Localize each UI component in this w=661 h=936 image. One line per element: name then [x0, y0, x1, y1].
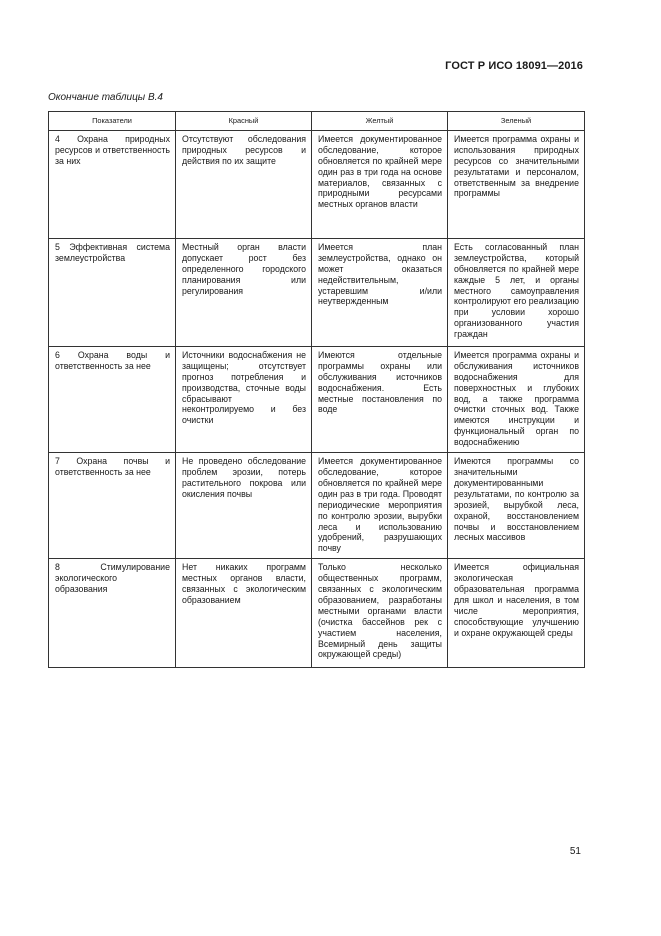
table-header-row — [49, 112, 585, 131]
table-row — [49, 559, 585, 668]
green-cell: Имеется официальная экологическая образовательная программа для школ и населения, в том числе мероприятия, способствующие улучшению и охране окружающей среды — [448, 559, 585, 668]
red-cell: Нет никаких программ местных органов власти, связанных с экологическим образованием — [176, 559, 312, 668]
yellow-cell: Имеется документированное обследование, которое обновляется по крайней мере один раз в три года на основе материалов, связанных с природными ресурсами местных органов власти — [312, 130, 448, 238]
document-header: ГОСТ Р ИСО 18091—2016 — [445, 60, 583, 72]
indicator-cell: 4 Охрана природных ресурсов и ответственность за них — [49, 130, 176, 238]
yellow-cell: Имеется план землеустройства, однако он может оказаться недействительным, устаревшим и/или неутвержденным — [312, 238, 448, 346]
yellow-cell: Только несколько общественных программ, связанных с экологическим образованием, разработаны местными органами власти (очистка бассейнов рек с участием населения, Всемирный день защиты окружающей среды) — [312, 559, 448, 668]
green-cell: Есть согласованный план землеустройства, который обновляется по крайней мере каждые 5 лет, и органы местного самоуправления контролируют его реализацию при условии хорошо организованного участия граждан — [448, 238, 585, 346]
green-cell: Имеется программа охраны и обслуживания источников водоснабжения для поверхностных и глубоких вод, а также программа очистки сточных вод. Также имеются инструкции и функциональный орган по водоснабжению — [448, 346, 585, 452]
table-row — [49, 238, 585, 346]
red-cell: Отсутствуют обследования природных ресурсов и действия по их защите — [176, 130, 312, 238]
indicator-cell: 6 Охрана воды и ответственность за нее — [49, 346, 176, 452]
green-cell: Имеются программы со значительными документированными результатами, по контролю за эрозией, вырубкой леса, охраной, восстановлением почвы и восстановлением лесных массивов — [448, 453, 585, 559]
indicator-cell: 5 Эффективная система землеустройства — [49, 238, 176, 346]
column-header-green: Зеленый — [448, 112, 585, 131]
yellow-cell: Имеются отдельные программы охраны или обслуживания источников водоснабжения. Есть местные постановления по воде — [312, 346, 448, 452]
column-header-yellow: Желтый — [312, 112, 448, 131]
page-number: 51 — [569, 846, 581, 857]
indicator-cell: 8 Стимулирование экологического образования — [49, 559, 176, 668]
table-row — [49, 130, 585, 238]
column-header-red: Красный — [176, 112, 312, 131]
green-cell: Имеется программа охраны и использования природных ресурсов со значительными результатами и персоналом, ответственным за внедрение программы — [448, 130, 585, 238]
table-row — [49, 346, 585, 452]
indicator-cell: 7 Охрана почвы и ответственность за нее — [49, 453, 176, 559]
indicators-table — [48, 111, 585, 668]
table-row — [49, 453, 585, 559]
column-header-indicators: Показатели — [49, 112, 176, 131]
red-cell: Местный орган власти допускает рост без определенного городского планирования или регулирования — [176, 238, 312, 346]
table-caption: Окончание таблицы В.4 — [48, 92, 163, 103]
yellow-cell: Имеется документированное обследование, которое обновляется по крайней мере один раз в три года. Проводят периодические мероприятия по контролю эрозии, вырубки леса и использованию удобрений, разрушающих почву — [312, 453, 448, 559]
red-cell: Источники водоснабжения не защищены; отсутствует прогноз потребления и производства, сточные воды сбрасывают неконтролируемо и без очистки — [176, 346, 312, 452]
red-cell: Не проведено обследование проблем эрозии, потерь растительного покрова или окисления почвы — [176, 453, 312, 559]
